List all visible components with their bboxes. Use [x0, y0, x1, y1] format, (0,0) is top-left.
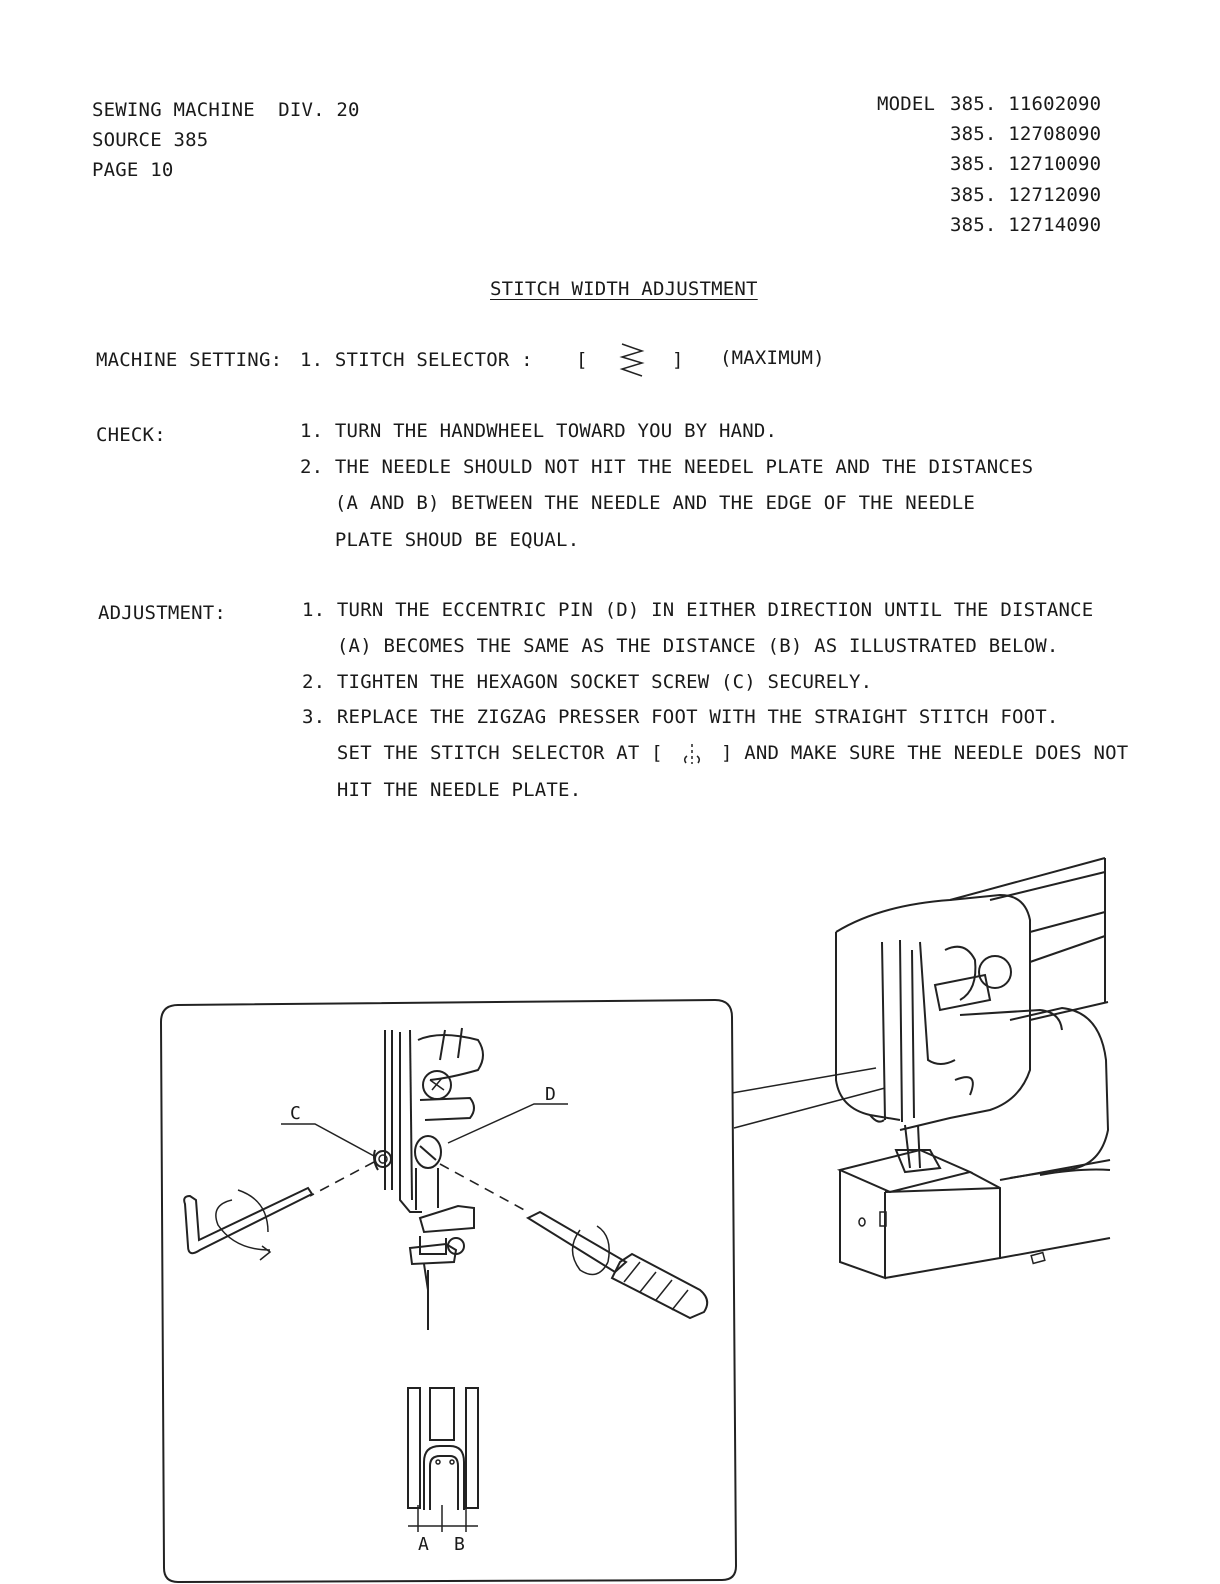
- bracket-close: ]: [672, 349, 684, 371]
- check-line-1: 1. TURN THE HANDWHEEL TOWARD YOU BY HAND.: [300, 420, 778, 442]
- adjustment-line-1: 1. TURN THE ECCENTRIC PIN (D) IN EITHER DIRECTION UNTIL THE DISTANCE: [302, 599, 1094, 621]
- detail-frame: [161, 1000, 736, 1582]
- bracket-open: [: [576, 349, 588, 371]
- needle-bar-assembly: [374, 1028, 483, 1330]
- label-c: C: [290, 1103, 301, 1124]
- hex-key-icon: [184, 1188, 312, 1260]
- adjustment-line-6: HIT THE NEEDLE PLATE.: [302, 779, 582, 801]
- label-b: B: [454, 1534, 465, 1555]
- check-line-2: 2. THE NEEDLE SHOULD NOT HIT THE NEEDEL PLATE AND THE DISTANCES: [300, 456, 1034, 478]
- adjustment-line-3: 2. TIGHTEN THE HEXAGON SOCKET SCREW (C) SECURELY.: [302, 671, 873, 693]
- check-label: CHECK:: [96, 424, 166, 446]
- header-division: SEWING MACHINE DIV. 20: [92, 99, 360, 121]
- machine-setting-item: 1. STITCH SELECTOR :: [300, 349, 533, 371]
- model-number-1: 385. 11602090: [950, 93, 1102, 115]
- adjustment-line-5: SET THE STITCH SELECTOR AT [ ] AND MAKE SURE THE NEEDLE DOES NOT: [302, 742, 1129, 764]
- header-page: PAGE 10: [92, 159, 174, 181]
- adjustment-line-4: 3. REPLACE THE ZIGZAG PRESSER FOOT WITH THE STRAIGHT STITCH FOOT.: [302, 706, 1059, 728]
- model-number-4: 385. 12712090: [950, 184, 1102, 206]
- callout-line-top: [732, 1068, 876, 1093]
- model-number-2: 385. 12708090: [950, 123, 1102, 145]
- sewing-machine-icon: [836, 858, 1110, 1278]
- header-source: SOURCE 385: [92, 129, 209, 151]
- label-a: A: [418, 1534, 429, 1555]
- check-line-3: (A AND B) BETWEEN THE NEEDLE AND THE EDGE OF THE NEEDLE: [300, 492, 976, 514]
- model-label: MODEL: [877, 93, 936, 115]
- label-d: D: [545, 1084, 556, 1105]
- maximum-note: (MAXIMUM): [720, 347, 825, 369]
- needle-plate-diagram: [408, 1388, 478, 1555]
- check-line-4: PLATE SHOUD BE EQUAL.: [300, 529, 580, 551]
- machine-setting-label: MACHINE SETTING:: [96, 349, 283, 371]
- screwdriver-icon: [528, 1212, 707, 1318]
- callout-line-bottom: [734, 1088, 885, 1128]
- model-number-5: 385. 12714090: [950, 214, 1102, 236]
- adjustment-label: ADJUSTMENT:: [98, 602, 227, 624]
- section-title: STITCH WIDTH ADJUSTMENT: [490, 278, 758, 300]
- model-number-3: 385. 12710090: [950, 153, 1102, 175]
- adjustment-line-2: (A) BECOMES THE SAME AS THE DISTANCE (B) AS ILLUSTRATED BELOW.: [302, 635, 1059, 657]
